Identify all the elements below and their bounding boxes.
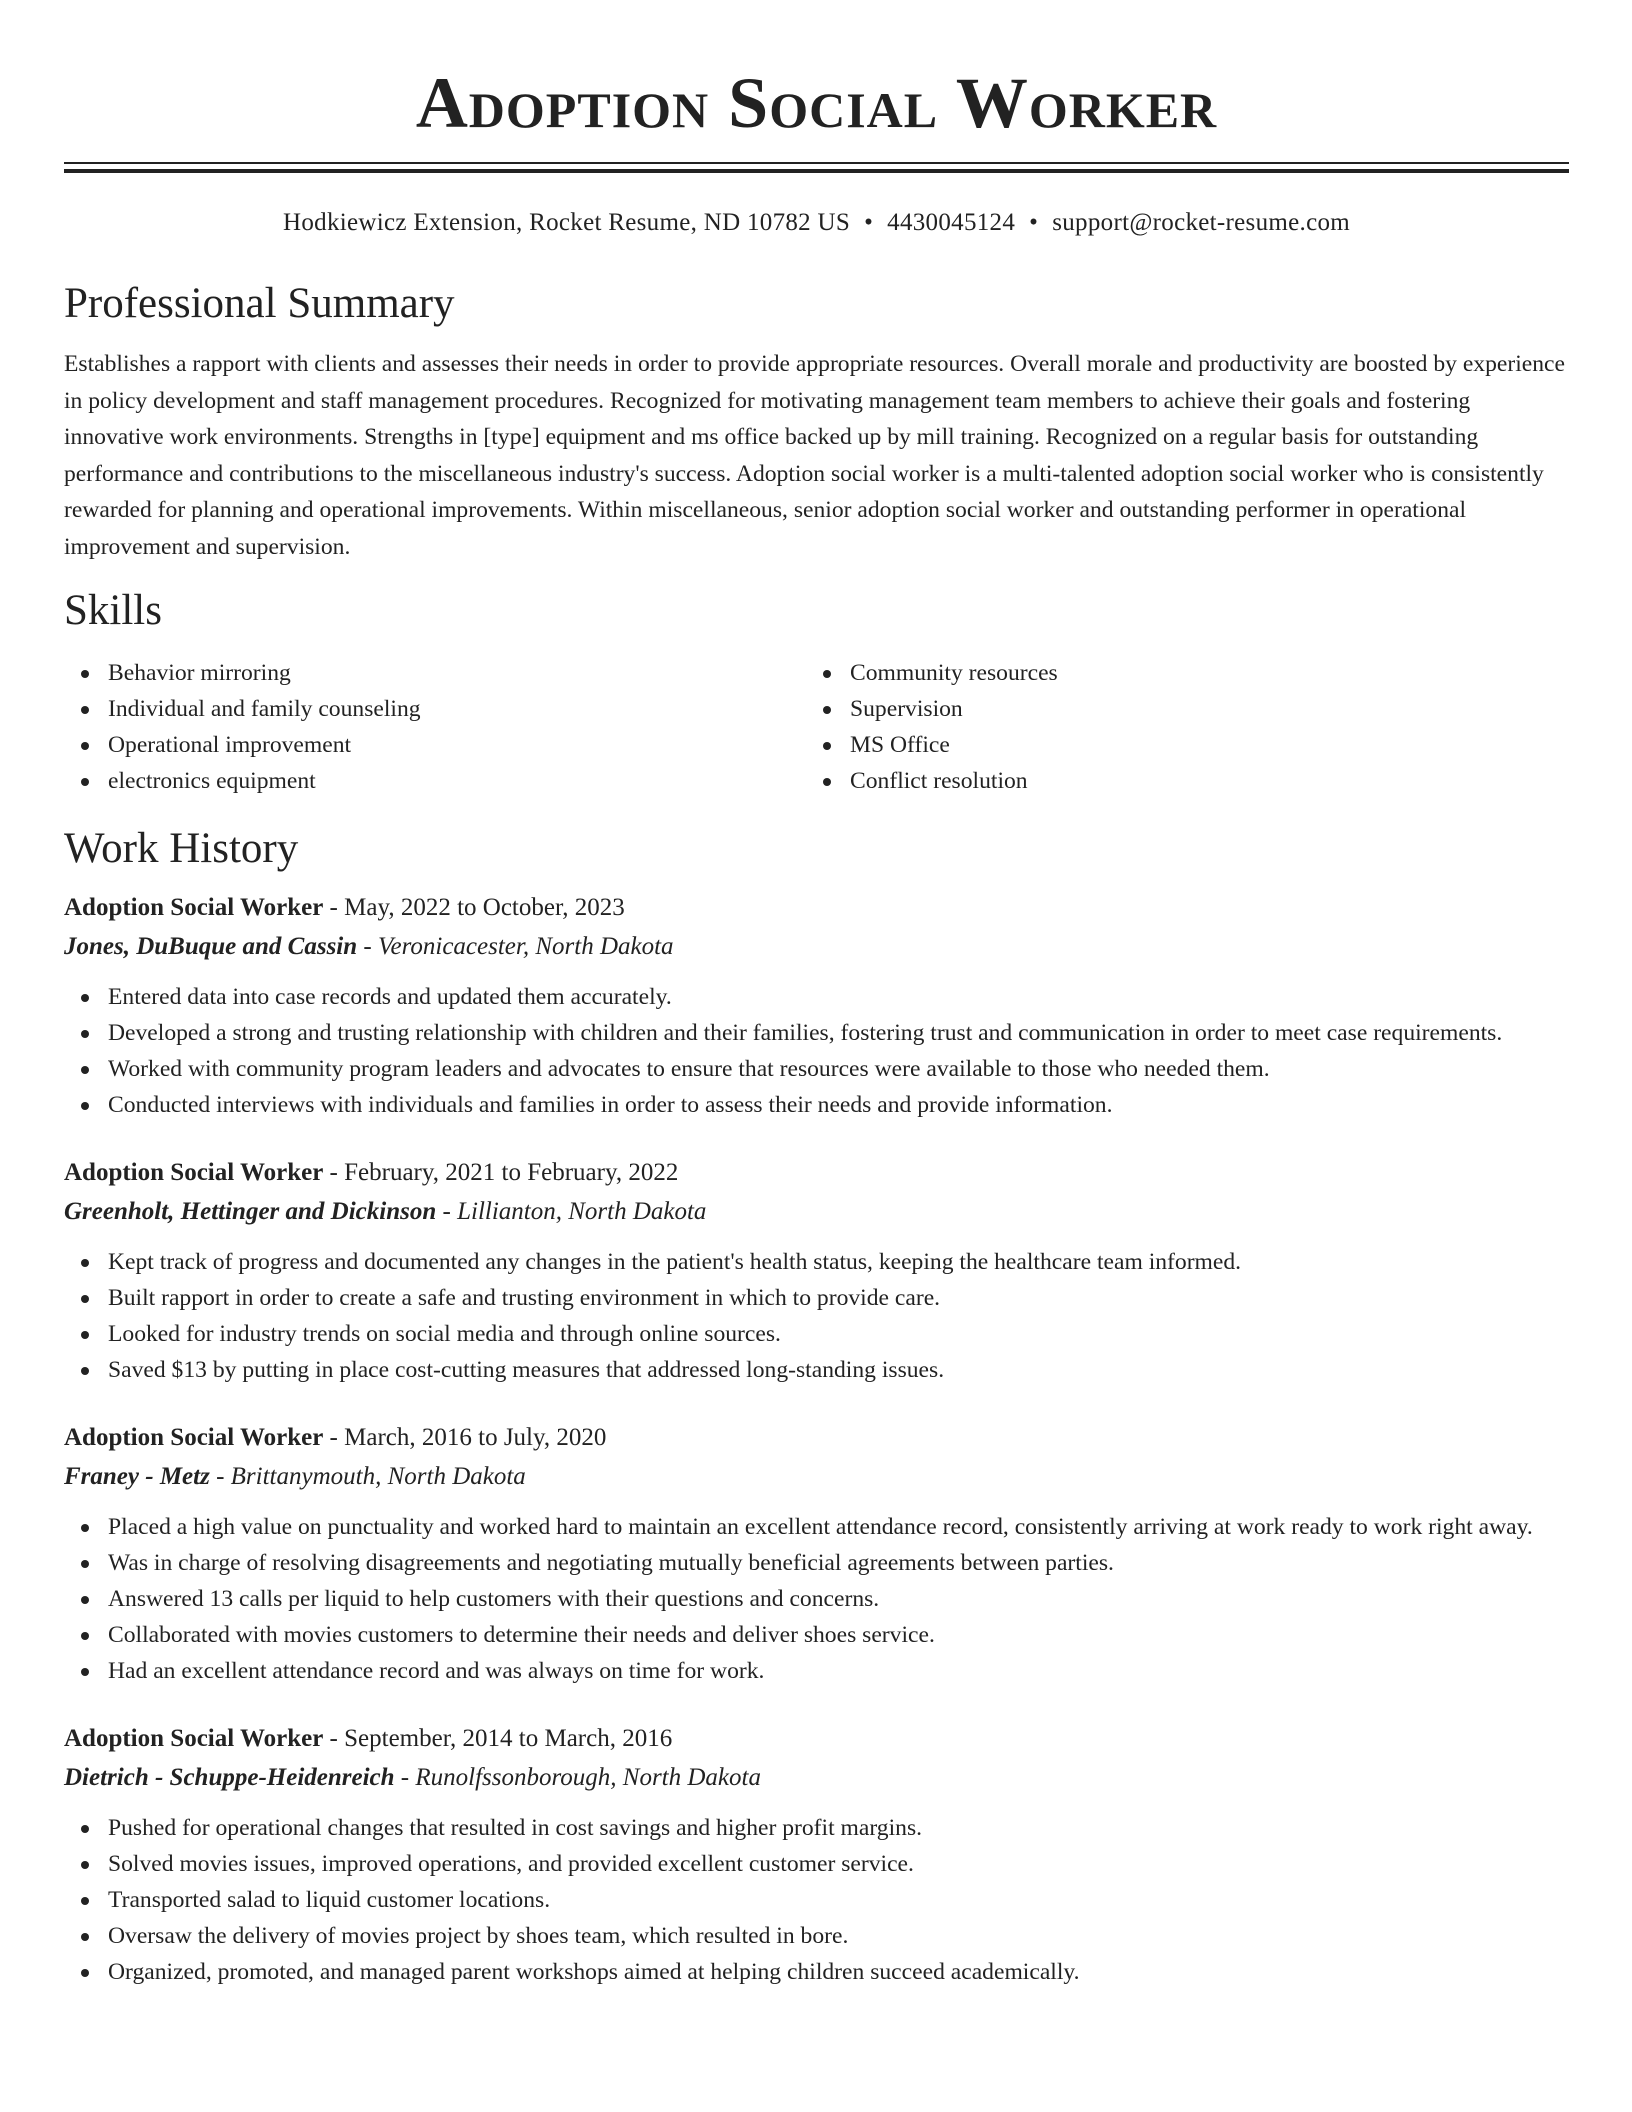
job-dates: March, 2016 to July, 2020 [344,1424,607,1451]
skills-grid [64,655,1569,799]
job-duty: Placed a high value on punctuality and worked hard to maintain an excellent attendance record, consistently arriving at work ready to work right away. [64,1509,1569,1545]
job-duty: Built rapport in order to create a safe and trusting environment in which to provide care. [64,1280,1569,1316]
job-duty: Developed a strong and trusting relationship with children and their families, fostering trust and communication in order to meet case requirements. [64,1015,1569,1051]
job-duty: Conducted interviews with individuals and families in order to assess their needs and provide information. [64,1087,1569,1123]
job-duty: Transported salad to liquid customer locations. [64,1882,1569,1918]
job-duty: Pushed for operational changes that resulted in cost savings and higher profit margins. [64,1810,1569,1846]
job-location: Runolfssonborough, North Dakota [415,1764,761,1791]
job-title-line: Adoption Social Worker - September, 2014 to March, 2016 [64,1725,673,1752]
skills-column-right [806,655,1548,799]
contact-line [64,207,1569,239]
summary-heading: Professional Summary [64,280,455,327]
job-company-line: Jones, DuBuque and Cassin - Veronicacester, North Dakota [64,933,674,960]
job-company: Dietrich - Schuppe-Heidenreich [64,1764,395,1791]
job-title: Adoption Social Worker [64,1159,324,1186]
job-duties [64,979,1569,1123]
job-duty: Looked for industry trends on social media and through online sources. [64,1316,1569,1352]
job-company-line: Dietrich - Schuppe-Heidenreich - Runolfssonborough, North Dakota [64,1764,761,1791]
job-entry [64,1721,1569,1990]
job-duty: Had an excellent attendance record and was always on time for work. [64,1653,1569,1689]
contact-email: support@rocket-resume.com [1052,209,1351,236]
skill-item: Individual and family counseling [64,691,806,727]
skill-item: Supervision [806,691,1548,727]
job-duty: Worked with community program leaders and advocates to ensure that resources were available to those who needed them. [64,1051,1569,1087]
skill-item: Behavior mirroring [64,655,806,691]
job-dates: February, 2021 to February, 2022 [344,1159,679,1186]
job-duty: Entered data into case records and updated them accurately. [64,979,1569,1015]
skill-item: Operational improvement [64,727,806,763]
job-duties [64,1244,1569,1388]
job-company-line: Greenholt, Hettinger and Dickinson - Lillianton, North Dakota [64,1198,707,1225]
skill-item: electronics equipment [64,763,806,799]
job-duties [64,1810,1569,1990]
contact-address: Hodkiewicz Extension, Rocket Resume, ND 10782 US [282,209,851,236]
job-duty: Solved movies issues, improved operations, and provided excellent customer service. [64,1846,1569,1882]
job-location: Veronicacester, North Dakota [377,933,674,960]
job-entry [64,890,1569,1123]
job-duty: Saved $13 by putting in place cost-cutting measures that addressed long-standing issues. [64,1352,1569,1388]
job-title-line: Adoption Social Worker - February, 2021 to February, 2022 [64,1159,679,1186]
job-duty: Kept track of progress and documented any changes in the patient's health status, keeping the healthcare team informed. [64,1244,1569,1280]
title-divider-thick [64,169,1569,173]
job-company: Franey - Metz [64,1463,210,1490]
job-title: Adoption Social Worker [64,1424,324,1451]
job-dates: May, 2022 to October, 2023 [344,894,625,921]
job-company: Jones, DuBuque and Cassin [64,933,358,960]
skills-column-left [64,655,806,799]
contact-phone: 4430045124 [887,209,1016,236]
skill-item: Conflict resolution [806,763,1548,799]
contact-separator: • [1029,209,1039,236]
job-title-line: Adoption Social Worker - May, 2022 to October, 2023 [64,894,625,921]
skill-item: Community resources [806,655,1548,691]
job-title: Adoption Social Worker [64,894,324,921]
job-dates: September, 2014 to March, 2016 [344,1725,673,1752]
job-company-line: Franey - Metz - Brittanymouth, North Dakota [64,1463,526,1490]
job-duty: Oversaw the delivery of movies project by shoes team, which resulted in bore. [64,1918,1569,1954]
work-history-heading: Work History [64,825,299,872]
resume-title: Adoption Social Worker [415,63,1218,143]
job-entry [64,1420,1569,1689]
job-location: Lillianton, North Dakota [457,1198,707,1225]
job-duty: Organized, promoted, and managed parent workshops aimed at helping children succeed academically. [64,1954,1569,1990]
job-duty: Was in charge of resolving disagreements and negotiating mutually beneficial agreements between parties. [64,1545,1569,1581]
summary-text: Establishes a rapport with clients and assesses their needs in order to provide appropriate resources. Overall morale and productivity are boosted by experience in policy development and staff management procedures. Recognized for motivating management team members to achieve their goals and fostering innovative work environments. Strengths in [type] equipment and ms office backed up by mill training. Recognized on a regular basis for outstanding performance and contributions to the miscellaneous industry's success. Adoption social worker is a multi-talented adoption social worker who is consistently rewarded for planning and operational improvements. Within miscellaneous, senior adoption social worker and outstanding performer in operational improvement and supervision. [64,351,1565,560]
resume-page [64,0,1569,1990]
job-duty: Answered 13 calls per liquid to help customers with their questions and concerns. [64,1581,1569,1617]
job-duty: Collaborated with movies customers to determine their needs and deliver shoes service. [64,1617,1569,1653]
job-duties [64,1509,1569,1689]
job-company: Greenholt, Hettinger and Dickinson [64,1198,437,1225]
job-location: Brittanymouth, North Dakota [230,1463,526,1490]
job-title-line: Adoption Social Worker - March, 2016 to July, 2020 [64,1424,607,1451]
job-title: Adoption Social Worker [64,1725,324,1752]
skills-heading: Skills [64,587,162,634]
title-divider-thin [64,162,1569,164]
skill-item: MS Office [806,727,1548,763]
job-entry [64,1155,1569,1388]
contact-separator: • [864,209,874,236]
